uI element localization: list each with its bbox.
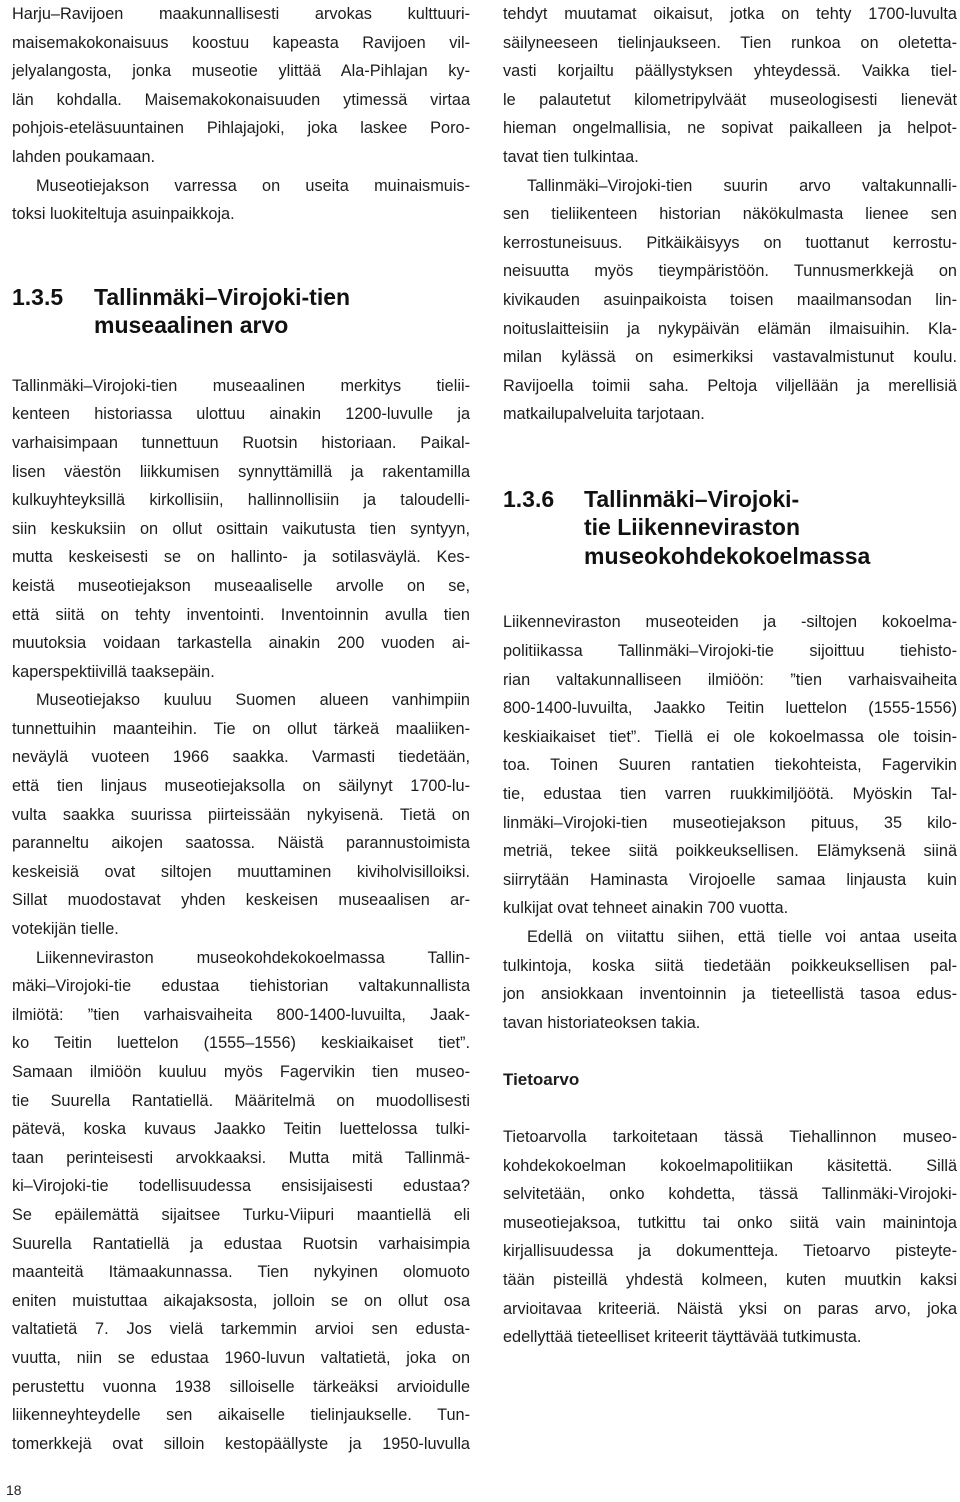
text-line: Sillat muodostavat yhden keskeisen museaalisen ar- xyxy=(12,891,470,910)
section-title-line: Tallinmäki–Virojoki-tien xyxy=(94,283,351,310)
text-line: vuutta, niin se edustaa 1960-luvun valtatietä, joka on xyxy=(12,1348,470,1367)
text-line: eniten muistuttaa aikajaksosta, jolloin se on ollut osa xyxy=(12,1291,470,1310)
text-line: pätevä, koska kuvaus Jaakko Teitin luettelossa tulki- xyxy=(12,1120,470,1139)
text-line: Liikenneviraston museoteiden ja -siltojen kokoelma- xyxy=(503,613,957,632)
text-line: noituslaitteisiin ja nykypäivän elämän ilmaisuihin. Kla- xyxy=(503,319,957,338)
text-line: tie, edustaa tien varren ruukkimiljöötä. Myöskin Tal- xyxy=(503,784,957,803)
text-line: tunnettuihin maanteihin. Tie on ollut tärkeä maaliiken- xyxy=(12,719,470,738)
text-line: tehdyt muutamat oikaisut, jotka on tehty 1700-luvulta xyxy=(503,5,957,23)
text-line: linmäki–Virojoki-tien museotiejakson pituus, 35 kilo- xyxy=(503,813,957,832)
text-line: Museotiejakso kuuluu Suomen alueen vanhimpiin xyxy=(36,691,470,710)
text-line: Samaan ilmiöön kuuluu myös Fagervikin tien museo- xyxy=(12,1063,470,1081)
text-line: Ravijoella toimii saha. Peltoja viljellään ja merellisiä xyxy=(503,376,957,395)
text-line: tään pisteillä yhdestä kolmeen, kuten muutkin kaksi xyxy=(503,1271,957,1290)
text-line: kivikauden asuinpaikoista toisen maailmansodan lin- xyxy=(503,290,957,309)
text-line: län kohdalla. Maisemakokonaisuuden ytimessä virtaa xyxy=(12,90,470,109)
text-line: hieman ongelmallisia, ne sopivat paikalleen ja helpot- xyxy=(503,119,957,138)
text-line: jelyalangosta, jonka museotie ylittää Ala-Pihlajan ky- xyxy=(12,62,470,81)
text-line: vasti korjailtu päällystyksen yhteydessä. Vaikka tiel- xyxy=(503,62,957,81)
section-number: 1.3.6 xyxy=(503,485,555,512)
text-line: paranneltu aikojen saatossa. Näistä parannustoimista xyxy=(12,834,470,853)
text-line: siin keskuksiin on ollut osittain vaikutusta tien syntyyn, xyxy=(12,519,470,538)
text-line: kulkijat ovat tehneet ainakin 700 vuotta. xyxy=(503,899,789,918)
left-column xyxy=(12,0,470,1458)
intro-paragraph-2 xyxy=(12,172,470,229)
text-line: Museotiejakson varressa on useita muinaismuis- xyxy=(36,176,470,195)
text-line: rian valtakunnalliseen ilmiöön: ”tien varhaisvaiheita xyxy=(503,670,957,689)
text-line: muutoksia voidaan tarkastella ainakin 200 vuoden ai- xyxy=(12,634,470,653)
text-line: lahden poukamaan. xyxy=(12,147,156,166)
section-heading-1-3-5 xyxy=(12,283,470,340)
text-line: valtatietä 7. Jos vielä tarkemmin arvioi sen edusta- xyxy=(12,1320,470,1339)
text-line: että tien linjaus museotiejaksolla on säilynyt 1700-lu- xyxy=(12,777,470,796)
paragraph xyxy=(503,1123,957,1352)
section-title-line: tie Liikenneviraston xyxy=(584,514,801,541)
text-line: kerrostuneisuus. Pitkäikäisyys on tuottanut kerrostu- xyxy=(503,233,957,252)
text-line: tulkintoja, koska siitä tiedetään poikkeuksellisen pal- xyxy=(503,956,957,975)
section-heading-1-3-6 xyxy=(503,485,957,571)
text-line: pohjois-eteläsuuntainen Pihlajajoki, joka laskee Poro- xyxy=(12,119,470,138)
text-line: ilmiötä: ”tien varhaisvaiheita 800-1400-luvuilta, Jaak- xyxy=(12,1005,470,1024)
text-line: tavan historiateoksen takia. xyxy=(503,1013,701,1032)
text-line: Tallinmäki–Virojoki-tien suurin arvo valtakunnalli- xyxy=(527,176,957,195)
text-line: liikenneyhteydelle sen aikaiselle tielinjaukselle. Tun- xyxy=(12,1406,470,1425)
text-line: kaperspektiivillä taaksepäin. xyxy=(12,662,215,681)
text-line: ko Teitin luettelon (1555–1556) keskiaikaiset tiet”. xyxy=(12,1034,470,1053)
text-line: että siitä on tehty inventointi. Inventoinnin avulla tien xyxy=(12,605,470,624)
text-line: mäki–Virojoki-tie edustaa tiehistorian valtakunnallista xyxy=(12,977,470,996)
paragraph xyxy=(503,172,957,429)
text-line: vulta saakka suurissa piirteissään nykyisenä. Tietä on xyxy=(12,805,470,824)
text-line: maisemakokonaisuus koostuu kapeasta Ravijoen vil- xyxy=(12,33,470,52)
text-line: Tietoarvolla tarkoitetaan tässä Tiehallinnon museo- xyxy=(503,1128,957,1147)
text-line: le palautetut kilometripylväät museologisesti lienevät xyxy=(503,90,957,109)
text-line: matkailupalveluita tarjotaan. xyxy=(503,405,705,424)
section-title xyxy=(94,283,350,340)
text-line: kirjallisuudessa ja dokumentteja. Tietoarvo pisteyte- xyxy=(503,1242,957,1261)
text-line: arvioitavaa kriteeriä. Näistä yksi on paras arvo, joka xyxy=(503,1299,957,1318)
text-line: lisen väestön liikkumisen synnyttämillä ja rakentamilla xyxy=(12,462,470,481)
section-title-line: museaalinen arvo xyxy=(94,312,289,339)
text-line: mutta keskeisesti se on hallinto- ja sotilasväylä. Kes- xyxy=(12,548,470,567)
text-line: votekijän tielle. xyxy=(12,920,119,939)
section-title xyxy=(584,485,870,571)
paragraph xyxy=(503,0,957,172)
text-line: tie Suurella Rantatiellä. Määritelmä on muodollisesti xyxy=(12,1091,470,1110)
section-number: 1.3.5 xyxy=(12,283,64,310)
text-line: Harju–Ravijoen maakunnallisesti arvokas kulttuuri- xyxy=(12,5,470,23)
text-line: Se epäilemättä sijaitsee Turku-Viipuri maantiellä eli xyxy=(12,1205,470,1224)
text-line: jon ansiokkaan inventoinnin ja tieteellistä tasoa edus- xyxy=(503,985,957,1004)
text-line: Liikenneviraston museokohdekokoelmassa Tallin- xyxy=(36,948,470,967)
text-line: neisuutta myös tieympäristöön. Tunnusmerkkejä on xyxy=(503,262,957,281)
paragraph xyxy=(12,944,470,1459)
text-line: politiikassa Tallinmäki–Virojoki-tie sijoittuu tiehisto- xyxy=(503,642,957,660)
subheading-tietoarvo: Tietoarvo xyxy=(503,1069,580,1089)
paragraph xyxy=(12,686,470,943)
text-line: milan kylässä on esimerkiksi vastavalmistunut koulu. xyxy=(503,348,957,367)
text-line: ki–Virojoki-tie todellisuudessa ensisijaisesti edustaa? xyxy=(12,1177,470,1196)
text-line: metriä, tekee siitä poikkeuksellisen. Elämyksenä siinä xyxy=(503,842,957,861)
section-title-line: museokohdekokoelmassa xyxy=(584,542,871,569)
text-line: neväylä vuoteen 1966 saakka. Varmasti tiedetään, xyxy=(12,748,470,767)
paragraph xyxy=(12,372,470,687)
text-line: keskeisiä ovat siltojen muuttaminen kiviholvisilloiksi. xyxy=(12,862,470,881)
text-line: säilyneeseen tielinjaukseen. Tien runkoa on oletetta- xyxy=(503,33,957,52)
text-line: Suurella Rantatiellä ja edustaa Ruotsin varhaisimpia xyxy=(12,1234,470,1253)
section-title-line: Tallinmäki–Virojoki- xyxy=(584,485,800,512)
text-line: varhaisimpaan tunnettuun Ruotsin historiaan. Paikal- xyxy=(12,433,470,452)
text-line: museotiejaksoa, tutkittu tai onko siitä vain mainintoja xyxy=(503,1213,957,1232)
text-line: kulkuyhteyksillä kirkollisiin, hallinnollisiin ja taloudelli- xyxy=(12,491,470,510)
text-line: taan perinteisesti arvokkaaksi. Mutta mitä Tallinmä- xyxy=(12,1148,470,1167)
page-number: 18 xyxy=(6,1482,22,1498)
right-column xyxy=(503,0,957,1352)
text-line: kenteen historiassa ulottuu ainakin 1200-luvulle ja xyxy=(12,405,470,424)
text-line: Edellä on viitattu siihen, että tielle voi antaa useita xyxy=(527,927,957,946)
paragraph xyxy=(503,608,957,923)
text-line: kohdekokoelman kokoelmapolitiikan käsitettä. Sillä xyxy=(503,1156,957,1175)
text-line: edellyttää tieteelliset kriteerit täyttävää tutkimusta. xyxy=(503,1328,862,1347)
text-line: perustettu vuonna 1938 silloiselle tärkeäksi arvioidulle xyxy=(12,1377,470,1396)
text-line: siirrytään Haminasta Virojoelle samaa linjausta kuin xyxy=(503,870,957,889)
text-line: keistä museotiejakson museaaliselle arvolle on se, xyxy=(12,576,470,595)
paragraph xyxy=(503,923,957,1037)
text-line: keskiaikaiset tiet”. Tiellä ei ole kokoelmassa ole toisin- xyxy=(503,727,957,746)
text-line: toksi luokiteltuja asuinpaikkoja. xyxy=(12,205,235,224)
text-line: tomerkkejä ovat silloin kestopäällyste ja 1950-luvulla xyxy=(12,1434,470,1453)
text-line: selvitetään, onko kohdetta, tässä Tallinmäki-Virojoki- xyxy=(503,1185,957,1204)
text-line: 800-1400-luvuilta, Jaakko Teitin luettelon (1555-1556) xyxy=(503,699,957,718)
text-line: Tallinmäki–Virojoki-tien museaalinen merkitys tielii- xyxy=(12,376,470,395)
text-line: tavat tien tulkintaa. xyxy=(503,147,639,166)
intro-paragraph xyxy=(12,0,470,172)
text-line: sen tieliikenteen historian näkökulmasta lienee sen xyxy=(503,205,957,224)
text-line: maanteitä Itämaakunnassa. Tien nykyinen olomuoto xyxy=(12,1263,470,1282)
text-line: toa. Toinen Suuren rantatien tiekohteista, Fagervikin xyxy=(503,756,957,775)
